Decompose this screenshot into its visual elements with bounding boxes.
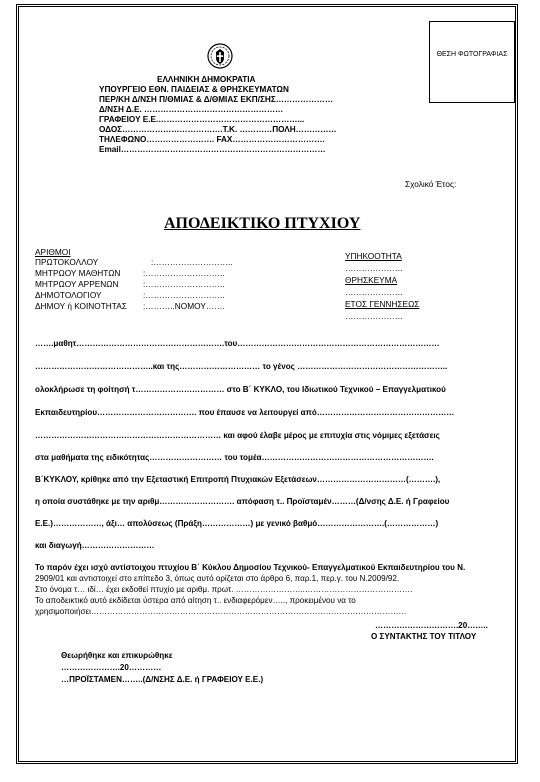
birth-year-value: ………………… [345,311,404,321]
male-registry-value: :……………………….. [143,279,225,289]
header-office: ΓΡΑΦΕΙΟΥ Ε.Ε.……………………………………………... [99,115,305,124]
header-republic: ΕΛΛΗΝΙΚΗ ΔΗΜΟΚΡΑΤΙΑ [157,75,256,84]
religion-label: ΘΡΗΣΚΕΥΜΑ [345,275,398,285]
numbers-heading: ΑΡΙΘΜΟΙ [35,247,71,257]
body-line-2: ……………………………………..και της………………………… το γένος ……………………………………………….. [35,362,448,371]
closing-line-3: Στο όνομα τ… ιδί… έχει εκδοθεί πτυχίο με αριθμ. πρωτ. ……………………..…………………………………. [35,585,413,594]
body-line-10: και διαγωγή……………………… [35,541,155,550]
body-line-1: …….μαθητ……………………………………………….του………………………………………………………………… [35,339,440,348]
closing-line-4: Το αποδεικτικό αυτό εκδίδεται ύστερα από αίτηση τ.. ενδιαφερόμεν….., προκειμένου να το [35,596,356,605]
approval-head: …ΠΡΟΪΣΤΑΜΕΝ……..(Δ/ΝΣΗΣ Δ.Ε. ή ΓΡΑΦΕΙΟΥ Ε.Ε.) [61,675,264,684]
birth-year-label: ΕΤΟΣ ΓΕΝΝΗΣΕΩΣ [345,299,420,309]
student-registry-label: ΜΗΤΡΩΟΥ ΜΑΘΗΤΩΝ [35,268,121,278]
header-ministry: ΥΠΟΥΡΓΕΙΟ ΕΘΝ. ΠΑΙΔΕΙΑΣ & ΘΡΗΣΚΕΥΜΑΤΩΝ [99,85,289,94]
protocol-value: :……………………….. [151,257,233,267]
protocol-label: ΠΡΩΤΟΚΟΛΛΟΥ [35,257,99,267]
municipality-value: :………..ΝΟΜΟΥ……. [143,301,225,311]
greek-emblem-icon [207,43,233,69]
municipality-label: ΔΗΜΟΥ ή ΚΟΙΝΟΤΗΤΑΣ [35,301,127,311]
photo-placeholder [429,21,515,103]
male-registry-label: ΜΗΤΡΩΟΥ ΑΡΡΕΝΩΝ [35,279,119,289]
header-phone-fax: ΤΗΛΕΦΩΝΟ……………………. FAX……………………………. [99,135,325,144]
body-line-7: Β΄ΚΥΚΛΟΥ, κρίθηκε από την Εξεταστική Επιτροπή Πτυχιακών Εξετάσεων……………………………(……….), [35,475,441,484]
citizenship-label: ΥΠΗΚΟΟΤΗΤΑ [345,251,402,261]
body-line-4: Εκπαιδευτηρίου………………………………. που έπαυσε να λειτουργεί από…………………………………………… [35,408,455,417]
signature-role: Ο ΣΥΝΤΑΚΤΗΣ ΤΟΥ ΤΙΤΛΟΥ [371,632,477,641]
approval-date: ………………….20………… [61,663,162,672]
religion-value: ………………… [345,287,404,297]
body-line-3: ολοκλήρωσε τη φοίτησή τ…………………………… στο Β΄ ΚΥΚΛΟ, του Ιδιωτικού Τεχνικού – Επαγγελματικού [35,385,446,394]
header-email: Email………………………………………………………………… [99,145,326,154]
municipal-registry-value: :……………………….. [143,290,225,300]
header-directorate: Δ/ΝΣΗ Δ.Ε. …………………………………………… [99,105,284,114]
body-line-9: Ε.Ε.)………………, άξι… απολύσεως (Πράξη………………) με γενικό βαθμό…………………….(………………) [35,519,439,528]
closing-line-5: χρησιμοποιήσει……………………………………………………………………………………………………… [35,607,407,616]
header-address: ΟΔΟΣ……………………………….Τ.Κ. …………ΠΟΛΗ…………… [99,125,337,134]
document-title: ΑΠΟΔΕΙΚΤΙΚΟ ΠΤΥΧΙΟΥ [164,215,361,232]
signature-date: ………………………….20…….. [375,621,488,630]
approval-line-1: Θεωρήθηκε και επικυρώθηκε [61,651,173,660]
header-regional-directorate: ΠΕΡ/ΚΗ Δ/ΝΣΗ Π/ΘΜΙΑΣ & Δ/ΘΜΙΑΣ ΕΚΠ/ΣΗΣ………………… [99,95,334,104]
citizenship-value: ………………… [345,263,404,273]
municipal-registry-label: ΔΗΜΟΤΟΛΟΓΙΟΥ [35,290,102,300]
photo-placeholder-label: ΘΕΣΗ ΦΩΤΟΓΡΑΦΙΑΣ [436,51,508,58]
student-registry-value: :……………………….. [143,268,225,278]
body-line-6: στα μαθήματα της ειδικότητας……………………… του τομέα………………………………………………………. [35,453,434,462]
document-page [16,4,518,764]
school-year-label: Σχολικό Έτος: [405,179,457,189]
closing-line-1: Το παρόν έχει ισχύ αντίστοιχου πτυχίου Β΄ Κύκλου Δημοσίου Τεχνικού- Επαγγελματικού Εκπαιδευτηρίου του Ν. [35,563,466,572]
body-line-8: η οποία συστάθηκε με την αριθμ………………………. απόφαση τ.. Προϊσταμέν………(Δ/νσης Δ.Ε. ή Γραφείου [35,497,450,506]
body-line-5: …………………………………………………………… και αφού έλαβε μέρος με επιτυχία στις νόμιμες εξετάσεις [35,431,440,440]
closing-line-2: 2909/01 και αντιστοιχεί στο επίπεδο 3, όπως αυτό ορίζεται στο άρθρο 6, παρ.1, περ.γ. του Ν.2009/92. [35,574,400,583]
